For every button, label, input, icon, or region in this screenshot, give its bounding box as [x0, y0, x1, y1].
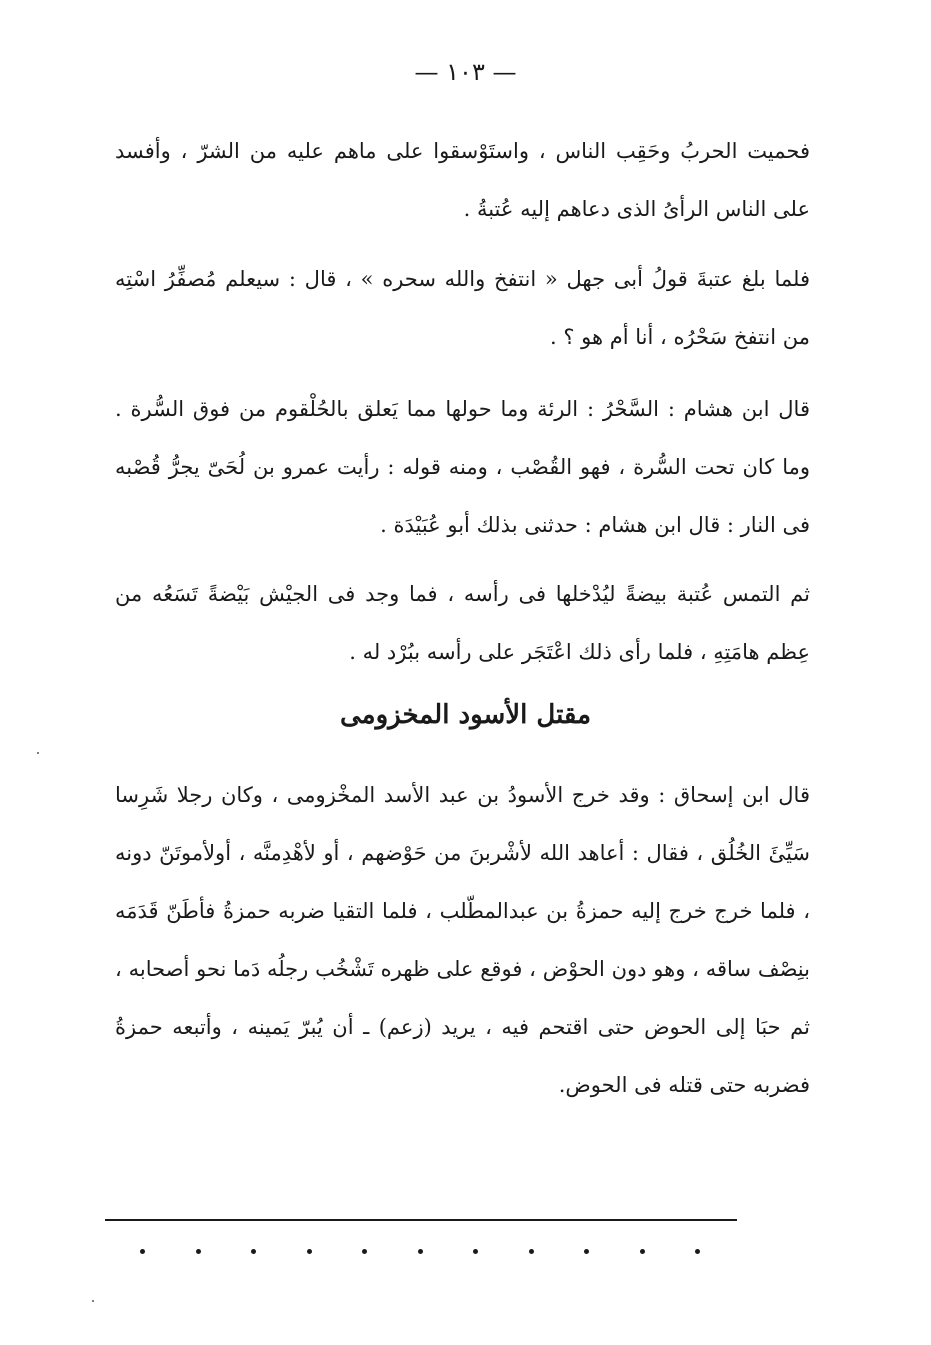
dot — [362, 1249, 367, 1254]
scan-speck — [37, 752, 39, 754]
dot — [640, 1249, 645, 1254]
page-number: — ١٠٣ — — [414, 58, 517, 86]
dot — [418, 1249, 423, 1254]
dot — [473, 1249, 478, 1254]
paragraph-3: قال ابن هشام : السَّحْرُ : الرئة وما حولها مما يَعلق بالحُلْقوم من فوق السُّرة . وما كان تحت السُّرة ، فهو القُصْب ، ومنه قوله : رأيت عمرو بن لُحَىّ يجرُّ قُصْبه فى النار : قال ابن هشام : حدثنى بذلك أبو عُبَيْدَة . — [115, 397, 810, 537]
section-heading: مقتل الأسود المخزومى — [339, 700, 592, 730]
dot — [140, 1249, 145, 1254]
dot — [695, 1249, 700, 1254]
scan-speck — [92, 1300, 94, 1302]
dot — [529, 1249, 534, 1254]
dot — [251, 1249, 256, 1254]
paragraph-1: فحميت الحربُ وحَقِب الناس ، واستَوْسقوا على ماهم عليه من الشرّ ، وأفسد على الناس الرأىُ الذى دعاهم إليه عُتبةُ . — [115, 139, 810, 221]
paragraph-2: فلما بلغ عتبةَ قولُ أبى جهل « انتفخ والله سحره » ، قال : سيعلم مُصفِّرُ اسْتِه من انتفخ سَحْرُه ، أنا أم هو ؟ . — [115, 267, 810, 349]
dot — [196, 1249, 201, 1254]
paragraph-4: ثم التمس عُتبة بيضةً ليُدْخلها فى رأسه ، فما وجد فى الجيْش بَيْضةً تَسَعُه من عِظم هامَتِهِ ، فلما رأى ذلك اعْتَجَر على رأسه ببُرْد له . — [115, 582, 810, 664]
bottom-dot-row — [140, 1247, 700, 1255]
bottom-rule — [105, 1219, 737, 1221]
dot — [307, 1249, 312, 1254]
dot — [584, 1249, 589, 1254]
paragraph-5: قال ابن إسحاق : وقد خرج الأسودُ بن عبد الأسد المخْزومى ، وكان رجلا شَرِسا سَيِّئَ الخُلُق ، فقال : أعاهد الله لأشْربنَ من حَوْضهم ، أو لأهْدِمنَّه ، أولأموتَنّ دونه ، فلما خرج خرج إليه حمزةُ بن عبدالمطّلب ، فلما التقيا ضربه حمزةُ فأطَنّ قَدَمَه بنِصْف ساقه ، وهو دون الحوْض ، فوقع على ظهره تَشْخُب رجلُه دَما نحو أصحابه ، ثم حبَا إلى الحوض حتى اقتحم فيه ، يريد (زعم) ـ أن يُبرّ يَمينه ، وأتبعه حمزةُ فضربه حتى قتله فى الحوض. — [115, 783, 810, 1097]
